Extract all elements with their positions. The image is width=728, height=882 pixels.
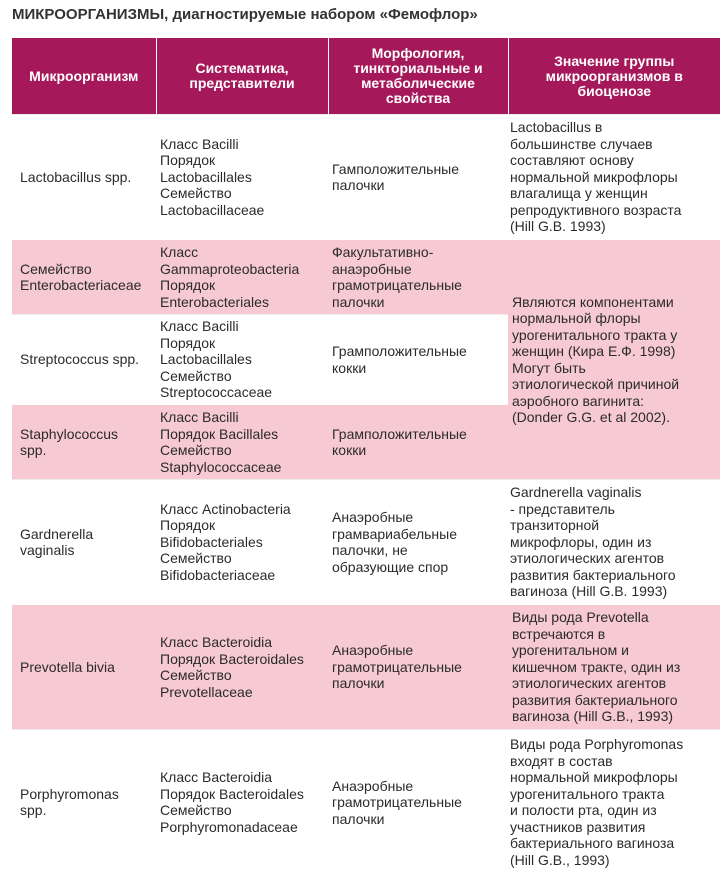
caption-prefix: МИКРООРГАНИЗМЫ <box>12 6 165 23</box>
significance-cell: Являются компонентами нормальной флоры урогенитального тракта у женщин (Кира Е.Ф. 1998) Могут быть этиологической причиной аэробного вагинита: (Donder G.G. et al 2002). <box>508 240 720 480</box>
systematics-cell: Класс Gammaproteobacteria Порядок Enterobacteriales <box>156 240 328 315</box>
table-row <box>12 605 720 730</box>
header-significance: Значение группы микроорганизмов в биоценозе <box>508 38 720 115</box>
organism-cell: Lactobacillus spp. <box>12 115 156 240</box>
morphology-cell: Анаэробные грамвариабельные палочки, не образующие спор <box>328 480 508 605</box>
organism-cell: Staphylococcus spp. <box>12 405 156 480</box>
systematics-cell: Класс Bacteroidia Порядок Bacteroidales Семейство Porphyromonadaceae <box>156 730 328 875</box>
microorganisms-table <box>12 38 720 875</box>
table-row <box>12 115 720 240</box>
morphology-cell: Грамположительные кокки <box>328 315 508 405</box>
systematics-cell: Класс Bacilli Порядок Lactobacillales Семейство Lactobacillaceae <box>156 115 328 240</box>
morphology-cell: Анаэробные грамотрицательные палочки <box>328 605 508 730</box>
morphology-cell: Факультативно- анаэробные грамотрицательные палочки <box>328 240 508 315</box>
systematics-cell: Класс Bacilli Порядок Lactobacillales Семейство Streptococcaceae <box>156 315 328 405</box>
morphology-cell: Анаэробные грамотрицательные палочки <box>328 730 508 875</box>
significance-cell: Gardnerella vaginalis - представитель транзиторной микрофлоры, один из этиологических агентов развития бактериального вагиноза (Hill G.B. 1993) <box>508 480 720 605</box>
header-organism: Микроорганизм <box>12 38 156 115</box>
morphology-cell: Гамположительные палочки <box>328 115 508 240</box>
significance-cell: Виды рода Porphyromonas входят в состав нормальной микрофлоры урогенитального тракта и полости рта, один из участников развития бактериального вагиноза (Hill G.B., 1993) <box>508 730 720 875</box>
organism-cell: Porphyromonas spp. <box>12 730 156 875</box>
systematics-cell: Класс Bacilli Порядок Bacillales Семейство Staphylococcaceae <box>156 405 328 480</box>
significance-cell: Lactobacillus в большинстве случаев составляют основу нормальной микрофлоры влагалища у женщин репродуктивного возраста (Hill G.B. 1993) <box>508 115 720 240</box>
organism-cell: Gardnerella vaginalis <box>12 480 156 605</box>
organism-cell: Streptococcus spp. <box>12 315 156 405</box>
header-systematics: Систематика, представители <box>156 38 328 115</box>
caption-rest: , диагностируемые набором «Фемофлор» <box>164 6 478 23</box>
organism-cell: Семейство Enterobacteriaceae <box>12 240 156 315</box>
systematics-cell: Класс Bacteroidia Порядок Bacteroidales Семейство Prevotellaceae <box>156 605 328 730</box>
table-caption <box>12 6 478 23</box>
significance-cell: Виды рода Prevotella встречаются в урогенитальном и кишечном тракте, один из этиологических агентов развития бактериального вагиноза (Hill G.B., 1993) <box>508 605 720 730</box>
header-morphology: Морфология, тинкториальные и метаболические свойства <box>328 38 508 115</box>
morphology-cell: Грамположительные кокки <box>328 405 508 480</box>
table-header-row <box>12 38 720 115</box>
table-row <box>12 480 720 605</box>
organism-cell: Prevotella bivia <box>12 605 156 730</box>
table-row <box>12 730 720 875</box>
systematics-cell: Класс Actinobacteria Порядок Bifidobacteriales Семейство Bifidobacteriaceae <box>156 480 328 605</box>
table-row <box>12 240 720 315</box>
